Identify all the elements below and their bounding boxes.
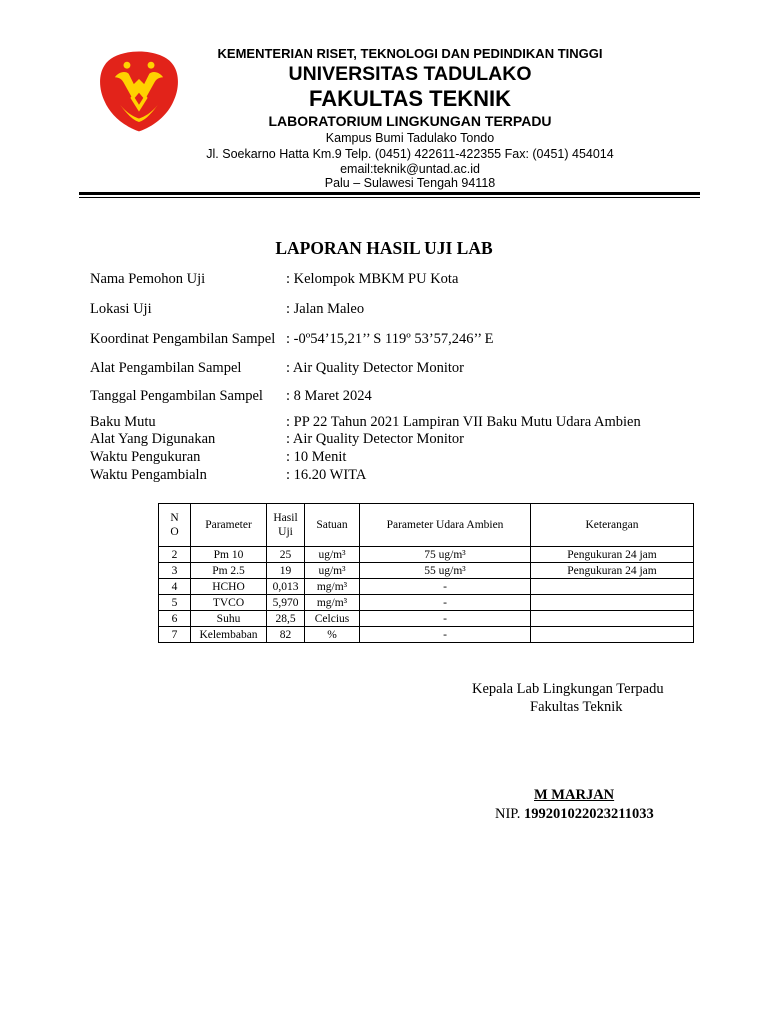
field-label-sampling-time: Waktu Pengambialn	[90, 467, 207, 483]
results-table	[158, 503, 694, 643]
cell-ambient-standard: 75 ug/m³	[360, 547, 531, 563]
field-value-applicant: : Kelompok MBKM PU Kota	[286, 271, 459, 287]
laboratory-name: LABORATORIUM LINGKUNGAN TERPADU	[268, 113, 552, 129]
university-logo	[96, 48, 182, 134]
cell-unit: ug/m³	[305, 547, 360, 563]
address-line: Jl. Soekarno Hatta Km.9 Telp. (0451) 422611-422355 Fax: (0451) 454014	[206, 147, 614, 161]
field-label-instrument: Alat Yang Digunakan	[90, 431, 216, 447]
signatory-position: Kepala Lab Lingkungan Terpadu	[472, 681, 664, 697]
city-line: Palu – Sulawesi Tengah 94118	[324, 176, 496, 190]
cell-parameter: Pm 2.5	[191, 563, 267, 579]
cell-remarks	[531, 611, 694, 627]
field-value-location: : Jalan Maleo	[286, 301, 365, 317]
field-value-sampling-date: : 8 Maret 2024	[286, 388, 372, 404]
field-label-location: Lokasi Uji	[90, 301, 152, 317]
header-ambient-standard: Parameter Udara Ambien	[360, 504, 531, 547]
cell-ambient-standard: -	[360, 611, 531, 627]
table-row	[159, 547, 694, 563]
cell-no: 4	[159, 579, 191, 595]
field-label-sampling-date: Tanggal Pengambilan Sampel	[90, 388, 263, 404]
header-result: Hasil Uji	[267, 504, 305, 547]
cell-unit: mg/m³	[305, 595, 360, 611]
signatory-nip	[495, 806, 654, 823]
faculty-name: FAKULTAS TEKNIK	[308, 86, 512, 111]
cell-no: 7	[159, 627, 191, 643]
cell-remarks	[531, 627, 694, 643]
field-label-applicant: Nama Pemohon Uji	[90, 271, 206, 287]
table-header-row	[159, 504, 694, 547]
cell-parameter: TVCO	[191, 595, 267, 611]
ministry-name: KEMENTERIAN RISET, TEKNOLOGI DAN PEDINDIKAN TINGGI	[217, 46, 603, 61]
field-value-instrument: : Air Quality Detector Monitor	[286, 431, 464, 447]
header-unit: Satuan	[305, 504, 360, 547]
cell-unit: mg/m³	[305, 579, 360, 595]
cell-ambient-standard: -	[360, 579, 531, 595]
field-value-sampling-time: : 16.20 WITA	[286, 467, 367, 483]
field-value-measurement-duration: : 10 Menit	[286, 449, 347, 465]
table-row	[159, 563, 694, 579]
cell-no: 6	[159, 611, 191, 627]
table-row	[159, 611, 694, 627]
cell-unit: %	[305, 627, 360, 643]
cell-remarks: Pengukuran 24 jam	[531, 563, 694, 579]
letterhead-divider-thin	[79, 197, 700, 198]
cell-unit: ug/m³	[305, 563, 360, 579]
header-no: N O	[159, 504, 191, 547]
field-label-measurement-duration: Waktu Pengukuran	[90, 449, 201, 465]
cell-remarks	[531, 579, 694, 595]
cell-result: 5,970	[267, 595, 305, 611]
cell-ambient-standard: -	[360, 595, 531, 611]
field-value-sampling-tool: : Air Quality Detector Monitor	[286, 360, 464, 376]
nip-prefix: NIP.	[495, 806, 521, 822]
cell-result: 82	[267, 627, 305, 643]
field-label-sampling-tool: Alat Pengambilan Sampel	[90, 360, 242, 376]
nip-number: 199201022023211033	[524, 806, 654, 822]
cell-result: 25	[267, 547, 305, 563]
header-parameter: Parameter	[191, 504, 267, 547]
table-row	[159, 595, 694, 611]
signatory-faculty: Fakultas Teknik	[530, 699, 623, 715]
cell-ambient-standard: 55 ug/m³	[360, 563, 531, 579]
email-line: email:teknik@untad.ac.id	[340, 162, 480, 176]
cell-no: 2	[159, 547, 191, 563]
campus-line: Kampus Bumi Tadulako Tondo	[325, 131, 495, 145]
cell-result: 0,013	[267, 579, 305, 595]
cell-parameter: Pm 10	[191, 547, 267, 563]
cell-unit: Celcius	[305, 611, 360, 627]
field-label-coordinates: Koordinat Pengambilan Sampel	[90, 331, 276, 347]
table-row	[159, 627, 694, 643]
table-row	[159, 579, 694, 595]
cell-ambient-standard: -	[360, 627, 531, 643]
cell-remarks: Pengukuran 24 jam	[531, 547, 694, 563]
field-label-quality-standard: Baku Mutu	[90, 414, 156, 430]
cell-result: 28,5	[267, 611, 305, 627]
letterhead-divider	[79, 192, 700, 195]
cell-parameter: HCHO	[191, 579, 267, 595]
cell-parameter: Suhu	[191, 611, 267, 627]
cell-no: 3	[159, 563, 191, 579]
cell-result: 19	[267, 563, 305, 579]
signatory-name: M MARJAN	[534, 787, 615, 803]
field-value-coordinates: : -0º54’15,21’’ S 119º 53’57,246’’ E	[286, 331, 494, 347]
cell-remarks	[531, 595, 694, 611]
university-name: UNIVERSITAS TADULAKO	[288, 63, 532, 85]
cell-parameter: Kelembaban	[191, 627, 267, 643]
field-value-quality-standard: : PP 22 Tahun 2021 Lampiran VII Baku Mutu Udara Ambien	[286, 414, 641, 430]
header-remarks: Keterangan	[531, 504, 694, 547]
cell-no: 5	[159, 595, 191, 611]
report-title: LAPORAN HASIL UJI LAB	[275, 238, 493, 258]
